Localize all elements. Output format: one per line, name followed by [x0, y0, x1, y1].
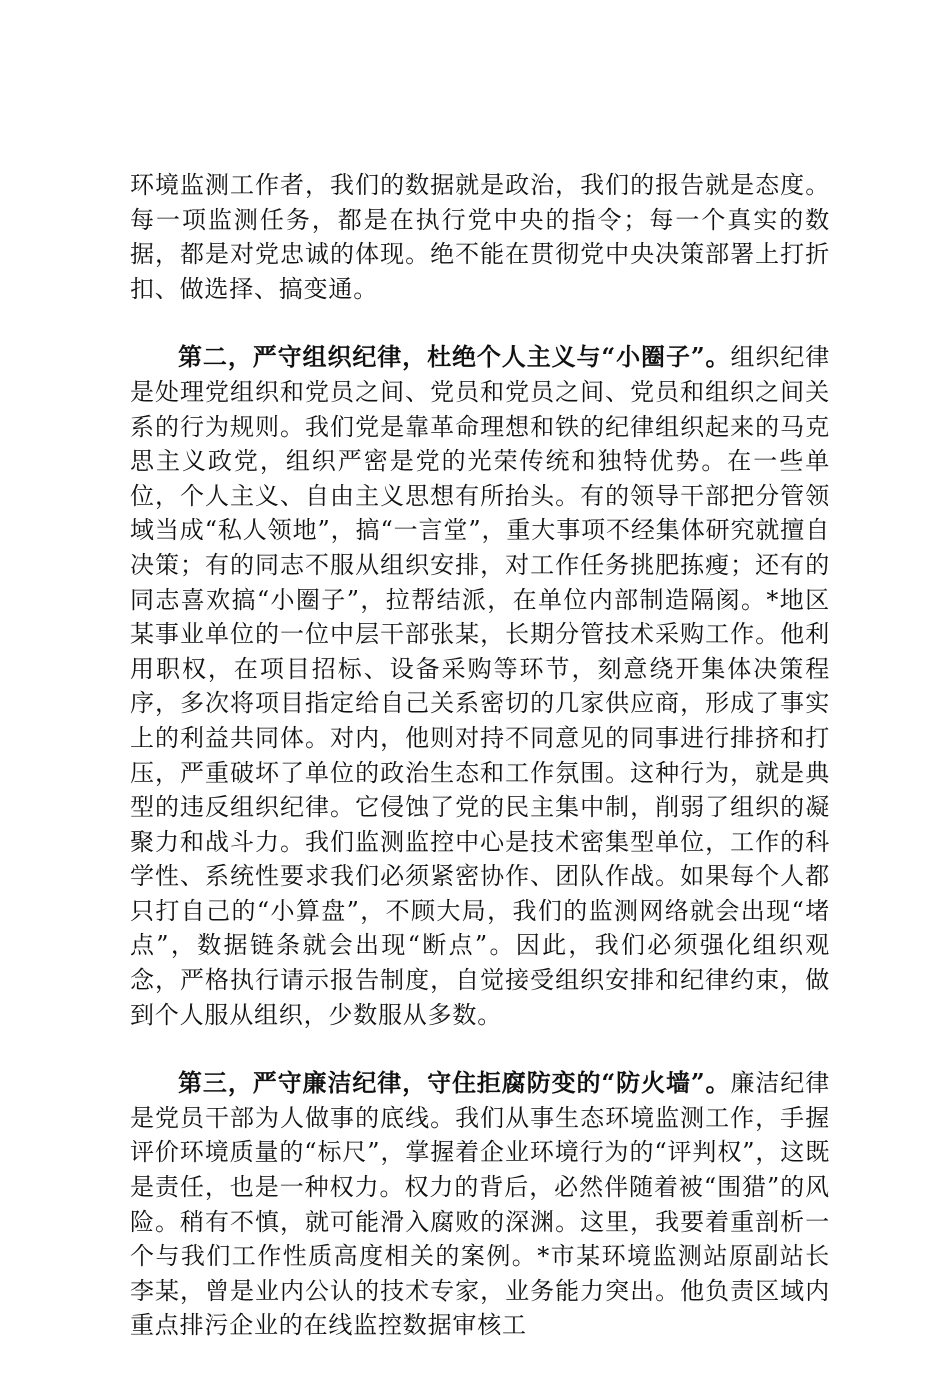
paragraph-3-heading: 第三，严守廉洁纪律，守住拒腐防变的“防火墙”。: [178, 1068, 731, 1098]
paragraph-2: [130, 340, 830, 1032]
paragraph-2-heading: 第二，严守组织纪律，杜绝个人主义与“小圈子”。: [178, 342, 731, 372]
paragraph-2-body: 组织纪律是处理党组织和党员之间、党员和党员之间、党员和组织之间关系的行为规则。我们党是靠革命理想和铁的纪律组织起来的马克思主义政党，组织严密是党的光荣传统和独特优势。在一些单位，个人主义、自由主义思想有所抬头。有的领导干部把分管领域当成“私人领地”，搞“一言堂”，重大事项不经集体研究就擅自决策；有的同志不服从组织安排，对工作任务挑肥拣瘦；还有的同志喜欢搞“小圈子”，拉帮结派，在单位内部制造隔阂。*地区某事业单位的一位中层干部张某，长期分管技术采购工作。他利用职权，在项目招标、设备采购等环节，刻意绕开集体决策程序，多次将项目指定给自己关系密切的几家供应商，形成了事实上的利益共同体。对内，他则对持不同意见的同事进行排挤和打压，严重破坏了单位的政治生态和工作氛围。这种行为，就是典型的违反组织纪律。它侵蚀了党的民主集中制，削弱了组织的凝聚力和战斗力。我们监测监控中心是技术密集型单位，工作的科学性、系统性要求我们必须紧密协作、团队作战。如果每个人都只打自己的“小算盘”，不顾大局，我们的监测网络就会出现“堵点”，数据链条就会出现“断点”。因此，我们必须强化组织观念，严格执行请示报告制度，自觉接受组织安排和纪律约束，做到个人服从组织，少数服从多数。: [130, 343, 830, 1029]
paragraph-1-body: 环境监测工作者，我们的数据就是政治，我们的报告就是态度。每一项监测任务，都是在执行党中央的指令；每一个真实的数据，都是对党忠诚的体现。绝不能在贯彻党中央决策部署上打折扣、做选择、搞变通。: [130, 171, 830, 303]
paragraph-1: [130, 168, 830, 306]
paragraph-3: [130, 1066, 830, 1343]
paragraph-3-body: 廉洁纪律是党员干部为人做事的底线。我们从事生态环境监测工作，手握评价环境质量的“标尺”，掌握着企业环境行为的“评判权”，这既是责任，也是一种权力。权力的背后，必然伴随着被“围猎”的风险。稍有不慎，就可能滑入腐败的深渊。这里，我要着重剖析一个与我们工作性质高度相关的案例。*市某环境监测站原副站长李某，曾是业内公认的技术专家，业务能力突出。他负责区域内重点排污企业的在线监控数据审核工: [130, 1069, 830, 1340]
document-page: [130, 168, 830, 1377]
